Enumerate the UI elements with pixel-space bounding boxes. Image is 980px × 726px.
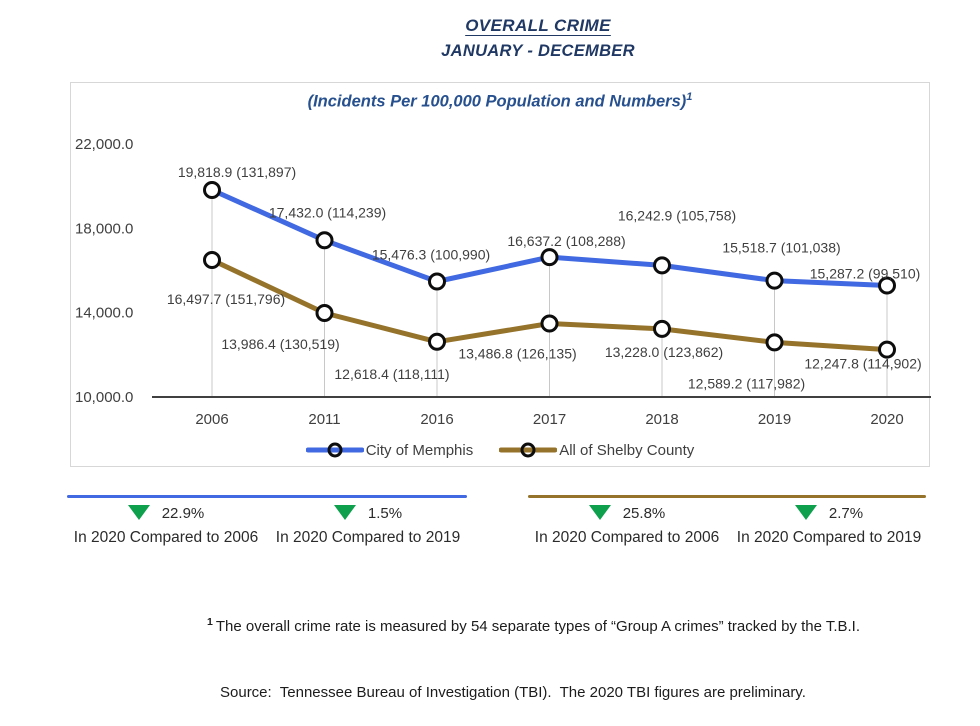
x-axis-tick-label: 2016 <box>420 411 454 428</box>
data-point-marker <box>430 334 445 349</box>
data-point-label: 17,432.0 (114,239) <box>268 204 387 221</box>
x-axis-tick-label: 2019 <box>757 411 792 428</box>
data-point-label: 13,986.4 (130,519) <box>221 335 340 352</box>
data-point-label: 16,497.7 (151,796) <box>166 291 286 308</box>
data-point-label: 13,486.8 (126,135) <box>458 345 577 362</box>
y-axis-tick-label: 18,000.0 <box>75 220 134 238</box>
chart-subtitle: (Incidents Per 100,000 Population and Numbers)$^1$ <box>307 91 693 111</box>
x-axis-tick-label: 2020 <box>870 411 904 428</box>
data-point-label: 19,818.9 (131,897) <box>177 163 297 180</box>
data-point-label: 12,589.2 (117,982) <box>687 375 806 392</box>
legend-item <box>499 441 694 459</box>
footnote-ref-superscript: 1 <box>686 91 693 103</box>
y-axis-tick-label: 14,000.0 <box>75 304 134 322</box>
comparison-percent: 22.9% <box>161 504 205 522</box>
x-axis-tick-label: 2017 <box>532 411 567 428</box>
footnote-line2: Source: Tennessee Bureau of Investigation (TBI). The 2020 TBI figures are preliminary. <box>220 684 806 701</box>
data-point-label: 12,618.4 (118,111) <box>334 365 450 382</box>
comparison-item <box>267 503 469 547</box>
x-axis-tick-label: 2018 <box>645 411 679 428</box>
y-axis-tick-label: 10,000.0 <box>75 389 134 406</box>
comparison-percent: 25.8% <box>622 504 666 522</box>
comparison-item <box>65 503 267 547</box>
data-point-marker <box>317 306 332 321</box>
comparison-item <box>728 503 930 547</box>
legend-label: City of Memphis <box>365 441 474 459</box>
memphis-divider-line <box>67 495 467 498</box>
data-point-label: 15,287.2 (99,510) <box>809 265 921 282</box>
data-point-marker <box>542 316 557 331</box>
data-point-marker <box>205 253 220 268</box>
footnote <box>207 567 937 726</box>
comparison-caption: In 2020 Compared to 2019 <box>736 529 922 546</box>
shelby-divider-line <box>528 495 926 498</box>
shelby-comparison-group <box>526 503 930 547</box>
data-point-label: 15,476.3 (100,990) <box>371 246 491 263</box>
decrease-triangle-icon <box>589 505 611 521</box>
legend-marker-icon <box>499 441 557 459</box>
data-point-label: 12,247.8 (114,902) <box>804 355 922 372</box>
data-point-marker <box>767 273 782 288</box>
page-header <box>96 16 980 61</box>
decrease-triangle-icon <box>128 505 150 521</box>
comparison-caption: In 2020 Compared to 2019 <box>275 529 461 546</box>
decrease-triangle-icon <box>334 505 356 521</box>
chart-area <box>70 82 930 467</box>
comparison-percent: 1.5% <box>367 504 403 522</box>
data-point-marker <box>205 183 220 198</box>
data-point-label: 16,637.2 (108,288) <box>507 233 626 250</box>
comparison-percent: 2.7% <box>828 504 864 522</box>
data-point-marker <box>655 258 670 273</box>
data-point-marker <box>655 321 670 336</box>
comparison-item <box>526 503 728 547</box>
data-point-marker <box>317 233 332 248</box>
footnote-line1: $^1$ The overall crime rate is measured by 54 separate types of “Group A crimes” tracked by the T.B.I. <box>207 616 861 635</box>
data-point-label: 15,518.7 (101,038) <box>722 239 841 256</box>
page-title: OVERALL CRIME <box>465 16 611 35</box>
data-point-marker <box>542 250 557 265</box>
chart-legend <box>71 441 929 459</box>
comparison-caption: In 2020 Compared to 2006 <box>73 529 259 546</box>
data-point-label: 13,228.0 (123,862) <box>604 343 724 360</box>
legend-item <box>306 441 474 459</box>
legend-marker-icon <box>306 441 364 459</box>
page-subtitle: JANUARY - DECEMBER <box>441 42 635 60</box>
line-chart <box>71 83 931 468</box>
memphis-comparison-group <box>65 503 469 547</box>
legend-label: All of Shelby County <box>559 441 695 459</box>
data-point-marker <box>430 274 445 289</box>
data-point-label: 16,242.9 (105,758) <box>617 207 737 224</box>
data-point-marker <box>767 335 782 350</box>
x-axis-tick-label: 2011 <box>308 411 341 428</box>
decrease-triangle-icon <box>795 505 817 521</box>
x-axis-tick-label: 2006 <box>195 411 229 428</box>
comparison-caption: In 2020 Compared to 2006 <box>534 529 720 546</box>
y-axis-tick-label: 22,000.0 <box>75 136 134 153</box>
